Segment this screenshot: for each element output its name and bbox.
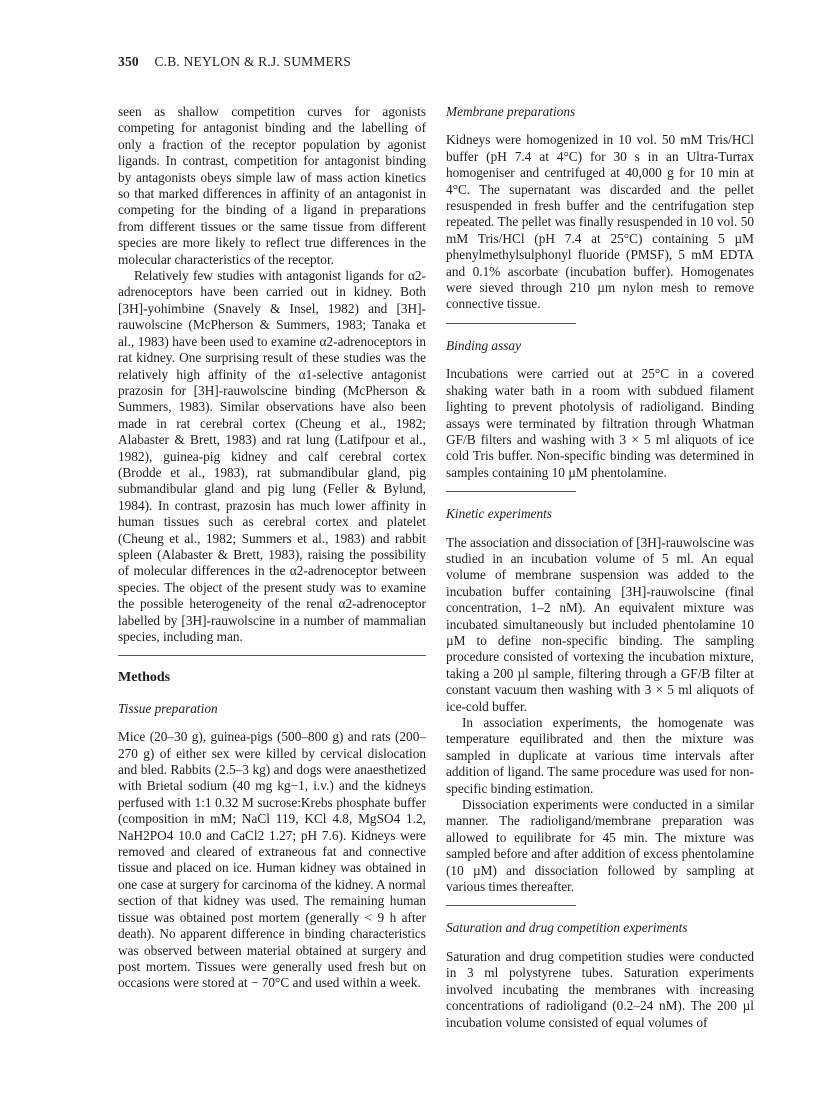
section-divider [118,655,426,656]
subsection-divider [446,491,576,492]
kinetic-paragraph-3: Dissociation experiments were conducted in a similar manner. The radioligand/membrane preparation was allowed to equilibrate for 45 min. The mixture was sampled before and after addition of excess phentolamine (10 µM) and dissociation followed by sampling at various times thereafter. [446,797,754,895]
subsection-divider [446,323,576,324]
methods-heading: Methods [118,670,171,686]
running-header [118,54,351,70]
binding-assay-heading: Binding assay [446,337,521,353]
membrane-preparations-heading: Membrane preparations [446,104,576,119]
subsection-divider [446,905,576,906]
left-column [118,104,426,992]
page-number: 350 [118,54,139,69]
binding-assay-paragraph: Incubations were carried out at 25°C in a covered shaking water bath in a room with subdued filament lighting to prevent photolysis of radioligand. Binding assays were terminated by filtration through Whatman GF/B filters and washing with 3 × 5 ml aliquots of ice cold Tris buffer. Non-specific binding was determined in samples containing 10 µM phentolamine. [446,366,754,480]
saturation-competition-heading: Saturation and drug competition experiments [446,920,688,936]
running-authors: C.B. NEYLON & R.J. SUMMERS [154,54,351,69]
right-column [446,104,754,1031]
kinetic-paragraph-1: The association and dissociation of [3H]-rauwolscine was studied in an incubation volume of 5 ml. An equal volume of membrane suspension was added to the incubation buffer containing [3H]-rauwolscine (final concentration, 1–2 nM). An equivalent mixture was incubated simultaneously but included phentolamine 10 µM to define non-specific binding. The sampling procedure consisted of vortexing the incubation mixture, taking a 200 µl sample, filtering through a GF/B filter at constant vacuum then washing with 3 × 5 ml aliquots of ice-cold buffer. [446,534,754,714]
tissue-preparation-paragraph: Mice (20–30 g), guinea-pigs (500–800 g) and rats (200–270 g) of either sex were killed by cervical dislocation and bled. Rabbits (2.5–3 kg) and dogs were anaesthetized with Brietal sodium (40 mg kg−1, i.v.) and the kidneys perfused with 1:1 0.32 M sucrose:Krebs phosphate buffer (composition in mM; NaCl 119, KCl 4.8, MgSO4 1.2, NaH2PO4 10.0 and CaCl2 1.27; pH 7.6). Kidneys were removed and cleared of extraneous fat and connective tissue and placed on ice. Human kidney was obtained in one case at surgery for carcinoma of the kidney. A normal section of that kidney was used. The remaining human tissue was obtained post mortem (generally < 9 h after death). No apparent difference in binding characteristics was observed between material obtained at surgery and post mortem. Tissues were generally used fresh but on occasions were stored at − 70°C and used within a week. [118,729,426,991]
kinetic-experiments-heading: Kinetic experiments [446,506,552,522]
intro-paragraph-1: seen as shallow competition curves for agonists competing for antagonist binding and the labelling of only a fraction of the receptor population by agonist ligands. In contrast, competition for antagonist binding by antagonists obeys simple law of mass action kinetics so that marked differences in affinity of an antagonist in competing for the binding of a ligand in preparations from different tissues or the same tissue from different species are more likely to reflect true differences in the molecular characteristics of the receptor. [118,104,426,267]
tissue-preparation-heading: Tissue preparation [118,700,218,716]
kinetic-paragraph-2: In association experiments, the homogenate was temperature equilibrated and then the mixture was sampled in duplicate at various time intervals after addition of ligand. The same procedure was used for non-specific binding estimation. [446,715,754,796]
intro-paragraph-2: Relatively few studies with antagonist ligands for α2-adrenoceptors have been carried out in kidney. Both [3H]-yohimbine (Snavely & Insel, 1982) and [3H]-rauwolscine (McPherson & Summers, 1983; Tanaka et al., 1983) have been used to examine α2-adrenoceptors in rat kidney. One surprising result of these studies was the relatively high affinity of the α1-selective antagonist prazosin for [3H]-rauwolscine binding (McPherson & Summers, 1983). Similar observations have also been made in rat cerebral cortex (Cheung et al., 1982; Alabaster & Brett, 1983) and rat lung (Latifpour et al., 1982), guinea-pig kidney and calf cerebral cortex (Brodde et al., 1983), rat submandibular gland, pig submandibular gland and pig lung (Feller & Bylund, 1984). In contrast, prazosin has much lower affinity in human tissues such as cerebral cortex and platelet (Cheung et al., 1982; Summers et al., 1983) and rabbit spleen (Alabaster & Brett, 1983), raising the possibility of molecular differences in the α2-adrenoceptor between species. The object of the present study was to examine the possible heterogeneity of the renal α2-adrenoceptor labelled by [3H]-rauwolscine in a number of mammalian species, including man. [118,268,426,644]
membrane-preparations-paragraph: Kidneys were homogenized in 10 vol. 50 mM Tris/HCl buffer (pH 7.4 at 4°C) for 30 s in an Ultra-Turrax homogeniser and centrifuged at 40,000 g for 10 min at 4°C. The supernatant was discarded and the pellet resuspended in fresh buffer and the centrifugation step repeated. The pellet was finally resuspended in 10 vol. 50 mM Tris/HCl (pH 7.4 at 25°C) containing 5 µM phenylmethylsulphonyl fluoride (PMSF), 5 mM EDTA and 0.1% ascorbate (incubation buffer). Homogenates were sieved through 210 µm nylon mesh to remove connective tissue. [446,132,754,312]
saturation-competition-paragraph: Saturation and drug competition studies were conducted in 3 ml polystyrene tubes. Saturation experiments involved incubating the membranes with increasing concentrations of radioligand (0.2–24 nM). The 200 µl incubation volume consisted of equal volumes of [446,948,754,1030]
